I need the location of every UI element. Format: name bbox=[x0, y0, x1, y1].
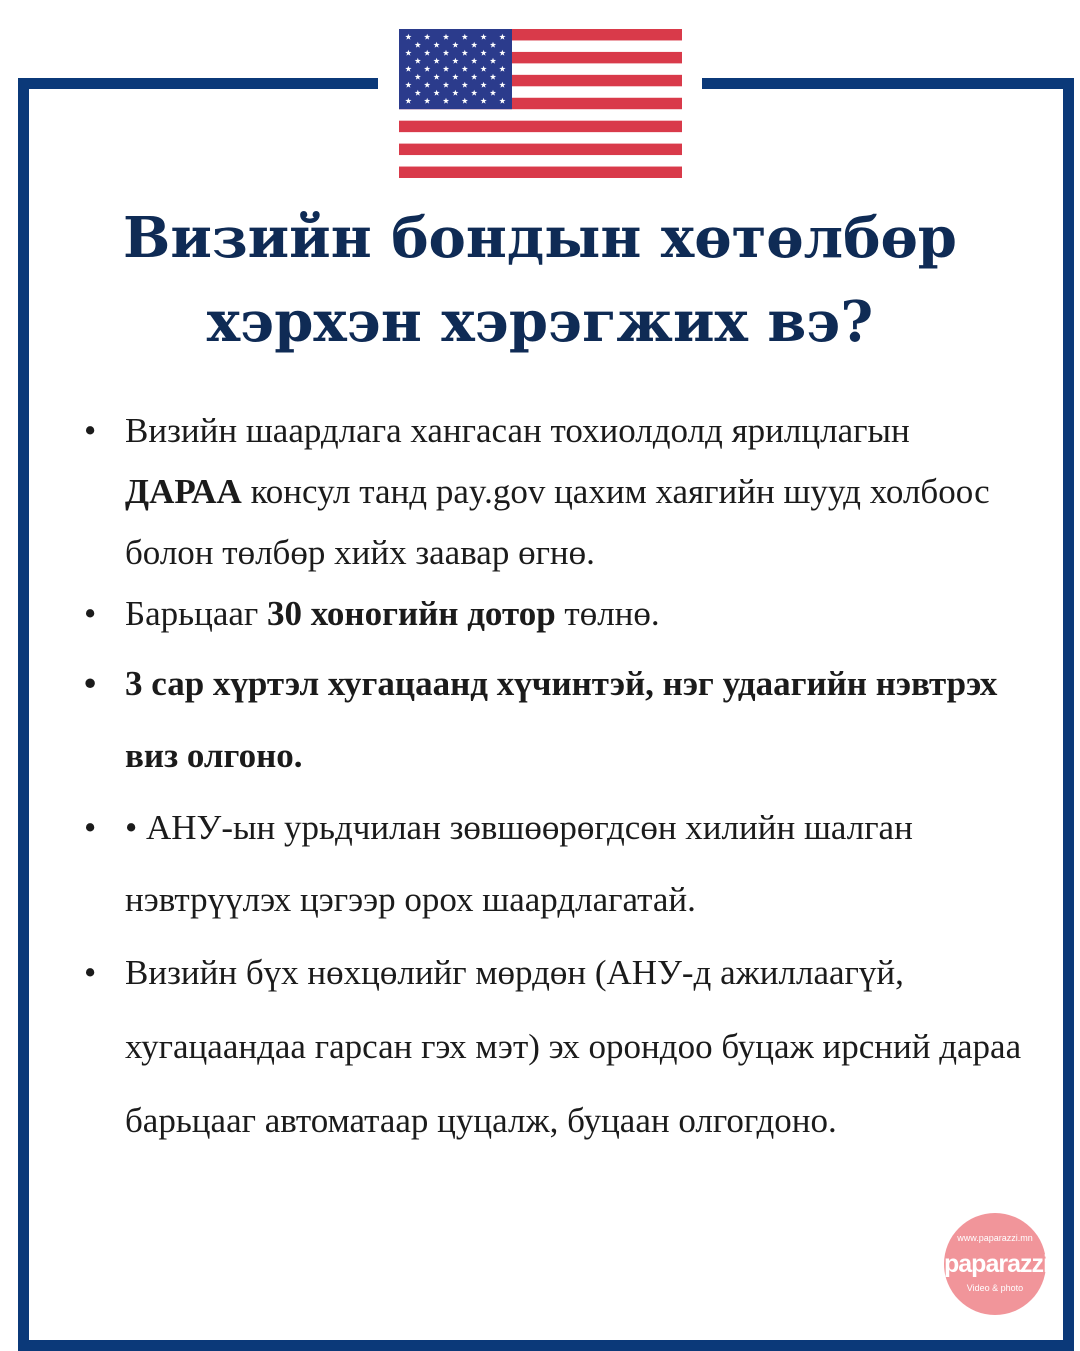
list-item bbox=[84, 936, 1024, 1158]
watermark-sub: Video & photo bbox=[966, 1283, 1024, 1293]
bullet-icon: • bbox=[84, 664, 97, 703]
item-2-bold: 30 хоногийн дотор bbox=[267, 594, 556, 633]
title-line-2: хэрхэн хэрэгжих вэ? bbox=[206, 289, 874, 355]
watermark-url: www.paparazzi.mn bbox=[957, 1233, 1033, 1243]
item-5-text: Визийн бүх нөхцөлийг мөрдөн (АНУ-д ажиллаагүй, хугацаандаа гарсан гэх мэт) эх орондоо буцаж ирсний дараа барьцааг автоматаар цуцалж, буцаан олгогдоно. bbox=[125, 953, 1022, 1140]
watermark-brand: paparazzi bbox=[944, 1250, 1049, 1278]
bullet-icon: • bbox=[84, 411, 97, 450]
bullet-icon: • bbox=[84, 594, 97, 633]
info-list bbox=[84, 400, 1024, 1158]
title-line-1: Визийн бондын хөтөлбөр bbox=[123, 205, 957, 271]
bullet-icon: • bbox=[84, 808, 97, 847]
page-title bbox=[40, 196, 1040, 364]
item-2-text: Барьцааг bbox=[125, 594, 267, 633]
list-item bbox=[84, 583, 1024, 644]
item-3-text: 3 сар хүртэл хугацаанд хүчинтэй, нэг удаагийн нэвтрэх виз олгоно. bbox=[125, 664, 998, 775]
item-4-text: • АНУ-ын урьдчилан зөвшөөрөгдсөн хилийн шалган нэвтрүүлэх цэгээр орох шаардлагатай. bbox=[125, 808, 913, 919]
item-1-text-end: консул танд pay.gov цахим хаягийн шууд холбоос болон төлбөр хийх заавар өгнө. bbox=[125, 472, 990, 572]
bullet-icon: • bbox=[84, 953, 97, 992]
list-item bbox=[84, 400, 1024, 583]
item-1-bold: ДАРАА bbox=[125, 472, 242, 511]
list-item bbox=[84, 792, 1024, 936]
paparazzi-watermark-logo bbox=[944, 1213, 1049, 1315]
item-1-text: Визийн шаардлага хангасан тохиолдолд ярилцлагын bbox=[125, 411, 910, 450]
us-flag-icon bbox=[399, 29, 682, 178]
list-item bbox=[84, 648, 1024, 792]
item-2-text-end: төлнө. bbox=[555, 594, 660, 633]
